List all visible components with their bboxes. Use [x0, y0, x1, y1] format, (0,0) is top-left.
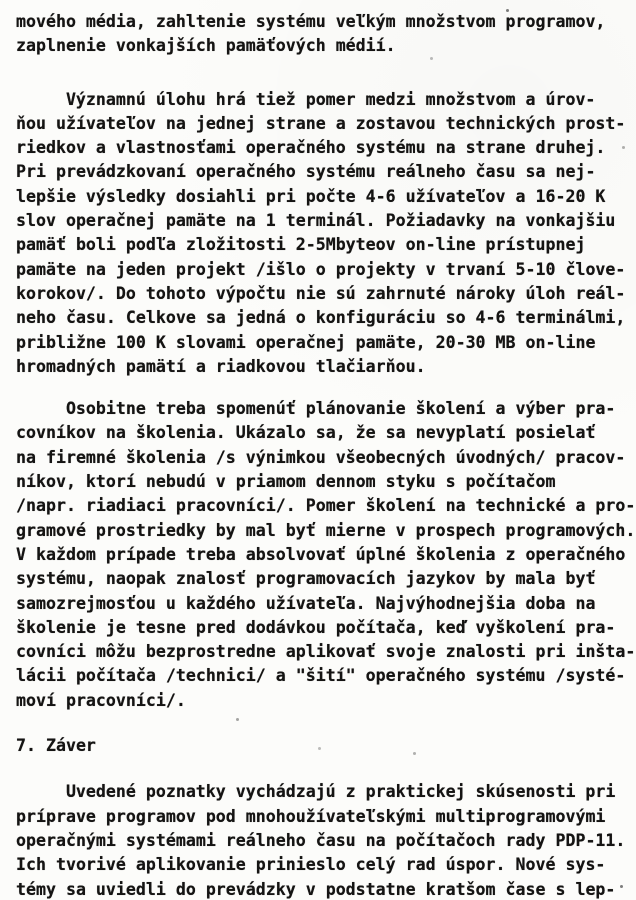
paragraph-system-configuration: [16, 88, 636, 380]
text-line: Významnú úlohu hrá tiež pomer medzi množstvom a úrov-: [65, 89, 596, 109]
text-line: lácii počítača /technici/ a "šití" operačného systému /systé-: [16, 666, 626, 686]
scan-speck: [506, 9, 509, 12]
text-line: gramové prostriedky by mal byť mierne v prospech programových.: [16, 520, 636, 540]
text-line: hromadných pamätí a riadkovou tlačiarňou.: [16, 356, 426, 376]
text-line: Pri prevádzkovaní operačného systému reálneho času sa nej-: [16, 162, 596, 182]
section-heading-zaver: 7. Záver: [16, 736, 96, 756]
text-line: Ich tvorivé aplikovanie prinieslo celý rad úspor. Nové sys-: [16, 855, 606, 875]
text-line: systému, naopak znalosť programovacích jazykov by mala byť: [16, 569, 596, 589]
text-line: neho času. Celkove sa jedná o konfiguráciu so 4-6 terminálmi,: [16, 308, 626, 328]
text-line: ňou užívateľov na jednej strane a zostavou technických prost-: [16, 113, 626, 133]
text-line: V každom prípade treba absolvovať úplné školenia z operačného: [16, 544, 626, 564]
text-line: mového média, zahltenie systému veľkým množstvom programov,: [16, 12, 606, 31]
text-line: Osobitne treba spomenúť plánovanie školení a výber pra-: [65, 399, 616, 419]
scan-speck: [620, 885, 623, 888]
text-line: riedkov a vlastnosťami operačného systému na strane druhej.: [16, 138, 606, 158]
text-line: zaplnenie vonkajších pamäťových médií.: [16, 36, 396, 56]
scan-speck: [622, 146, 625, 149]
text-line: covníci môžu bezprostredne aplikovať svoje znalosti pri inšta-: [16, 642, 636, 662]
text-line: na firemné školenia /s výnimkou všeobecných úvodných/ pracov-: [16, 447, 626, 467]
text-line: níkov, ktorí nebudú v priamom dennom styku s počítačom: [16, 472, 556, 492]
text-line: témy sa uviedli do prevádzky v podstatne kratšom čase s lep-: [16, 879, 616, 899]
scan-speck: [430, 57, 433, 60]
text-line: slov operačnej pamäte na 1 terminál. Požiadavky na vonkajšiu: [16, 211, 616, 231]
paragraph-conclusion: [16, 780, 636, 900]
scan-speck: [413, 752, 416, 755]
text-line: covníkov na školenia. Ukázalo sa, že sa nevyplatí posielať: [16, 423, 596, 443]
text-line: lepšie výsledky dosiahli pri počte 4-6 užívateľov a 16-20 K: [16, 186, 606, 206]
text-line: /napr. riadiaci pracovníci/. Pomer školení na technické a pro-: [16, 496, 636, 516]
text-line: samozrejmosťou u každého užívateľa. Najvýhodnejšia doba na: [16, 593, 596, 613]
paragraph-continuation: [16, 10, 636, 59]
scan-speck: [236, 718, 239, 721]
text-line: korokov/. Do tohoto výpočtu nie sú zahrnuté nároky úloh reál-: [16, 283, 626, 303]
text-line: pamäte na jeden projekt /išlo o projekty v trvaní 5-10 člove-: [16, 259, 626, 279]
paragraph-training-planning: [16, 397, 636, 713]
text-line: príprave programov pod mnohoužívateľskými multiprogramovými: [16, 806, 606, 826]
text-line: približne 100 K slovami operačnej pamäte, 20-30 MB on-line: [16, 332, 596, 352]
text-line: operačnými systémami reálneho času na počítačoch rady PDP-11.: [16, 830, 626, 850]
scan-speck: [318, 747, 321, 750]
text-line: moví pracovníci/.: [16, 690, 186, 710]
text-line: Uvedené poznatky vychádzajú z praktickej skúsenosti pri: [65, 782, 616, 802]
text-line: školenie je tesne pred dodávkou počítača, keď vyškolení pra-: [16, 617, 616, 637]
text-line: pamäť boli podľa zložitosti 2-5Mbyteov on-line prístupnej: [16, 235, 586, 255]
